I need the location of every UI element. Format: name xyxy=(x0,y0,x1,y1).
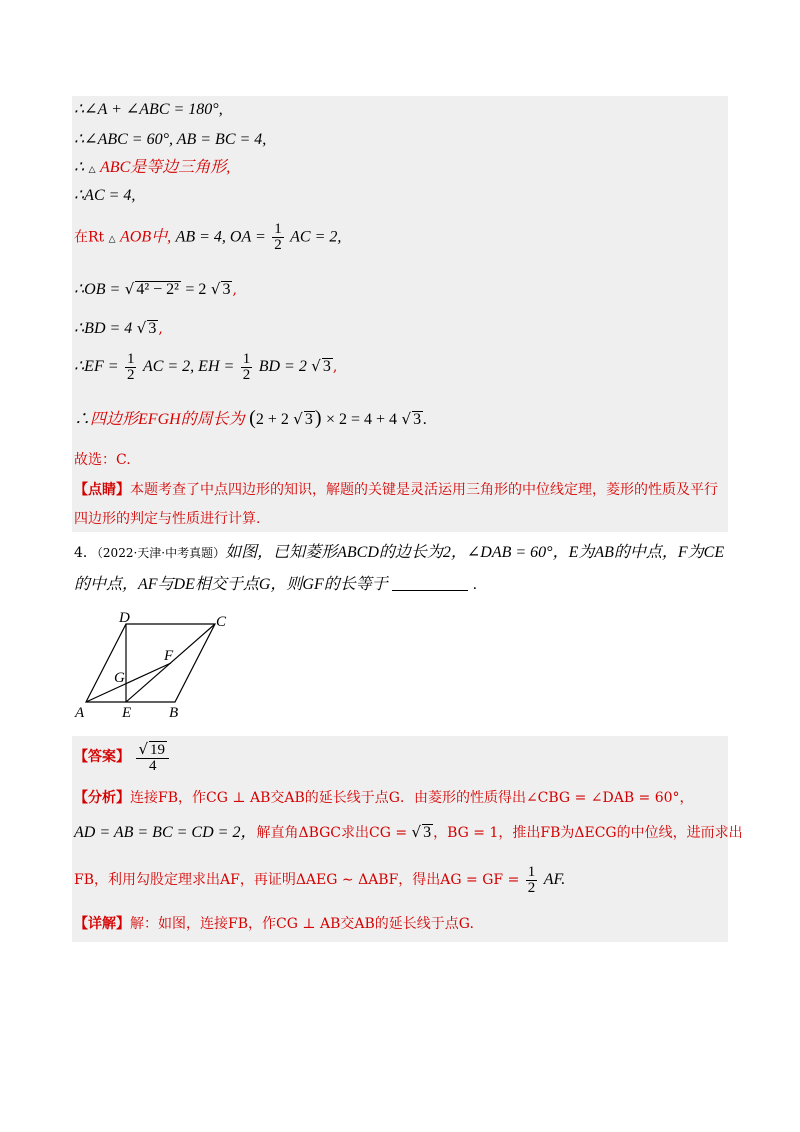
label-b: B xyxy=(169,705,179,721)
fraction-half: $\frac{1}{2}$ xyxy=(274,221,282,253)
answer-line: 【答案】 $\frac{√ 19}{4}$ xyxy=(74,740,171,774)
sqrt-icon: √ xyxy=(138,739,149,758)
triangle-icon: △ xyxy=(108,234,116,245)
question-line-1: 4．（2022·天津·中考真题）如图，已知菱形ABCD的边长为2，∠DAB = 60°，E为AB的中点，F为CE xyxy=(74,544,725,561)
label-g: G xyxy=(114,670,125,686)
answer-blank xyxy=(392,576,468,591)
choice-answer: 故选：C. xyxy=(74,452,131,468)
sqrt-icon: √ xyxy=(210,280,221,298)
label-d: D xyxy=(119,610,130,626)
sqrt-icon: √ xyxy=(311,357,321,375)
analysis-line-1: 【分析】连接FB，作CG ⊥ AB交AB的延长线于点G．由菱形的性质得出∠CBG = ∠DAB = 60°， xyxy=(74,790,694,806)
detail-line: 【详解】解：如图，连接FB，作CG ⊥ AB交AB的延长线于点G. xyxy=(74,916,474,932)
question-line-2: 的中点，AF与DE相交于点G，则GF的长等于 . xyxy=(74,576,478,593)
answer-fraction: $\frac{√ 19}{4}$ xyxy=(136,741,169,774)
fraction-half: $\frac{1}{2}$ xyxy=(126,350,135,383)
triangle-icon: △ xyxy=(88,165,96,175)
sqrt-icon: √ xyxy=(411,823,422,841)
step-1: ∴∠A + ∠ABC = 180°, xyxy=(74,101,223,118)
step-5: 在Rt △ AOB中, AB = 4, OA = $\frac{1}{2}$ AC = 2, xyxy=(74,221,342,253)
label-e: E xyxy=(122,705,132,721)
step-3: ∴ △ ABC是等边三角形, xyxy=(74,159,231,176)
rhombus-abcd xyxy=(86,624,215,702)
fraction-half: $\frac{1}{2}$ xyxy=(527,863,536,896)
step-4: ∴AC = 4, xyxy=(74,187,136,204)
step-6: ∴OB = √ 4² − 2² = 2 √ 3 , xyxy=(74,280,237,298)
fraction-half: $\frac{1}{2}$ xyxy=(242,350,251,383)
segment-af xyxy=(86,663,171,702)
step-2: ∴∠ABC = 60°, AB = BC = 4, xyxy=(74,131,267,148)
step-9: ∴四边形EFGH的周长为 (2 + 2 √ 3 ) × 2 = 4 + 4 √ 3 . xyxy=(74,407,428,429)
step-8: ∴EF = $\frac{1}{2}$ AC = 2, EH = $\frac{1}{2}$ BD = 2 √ 3 , xyxy=(74,350,338,383)
comment-line-2: 四边形的判定与性质进行计算. xyxy=(74,511,261,527)
analysis-line-2: AD = AB = BC = CD = 2，解直角ΔBGC求出CG = √ 3 ，BG = 1，推出FB为ΔECG的中位线，进而求出 xyxy=(74,823,743,841)
rhombus-figure xyxy=(72,606,242,722)
sqrt-icon: √ xyxy=(401,410,412,428)
label-f: F xyxy=(164,648,174,664)
label-a: A xyxy=(75,705,85,721)
sqrt-icon: √ xyxy=(293,410,303,428)
comment-line-1: 【点睛】本题考查了中点四边形的知识，解题的关键是灵活运用三角形的中位线定理，菱形的性质及平行 xyxy=(74,482,718,498)
sqrt-icon: √ xyxy=(136,319,147,337)
sqrt-icon: √ xyxy=(124,280,135,298)
label-c: C xyxy=(216,614,227,630)
analysis-line-3: FB，利用勾股定理求出AF，再证明ΔAEG ∼ ΔABF，得出AG = GF = $\frac{1}{2}$ AF. xyxy=(74,863,566,896)
step-7: ∴BD = 4 √ 3 , xyxy=(74,319,163,337)
